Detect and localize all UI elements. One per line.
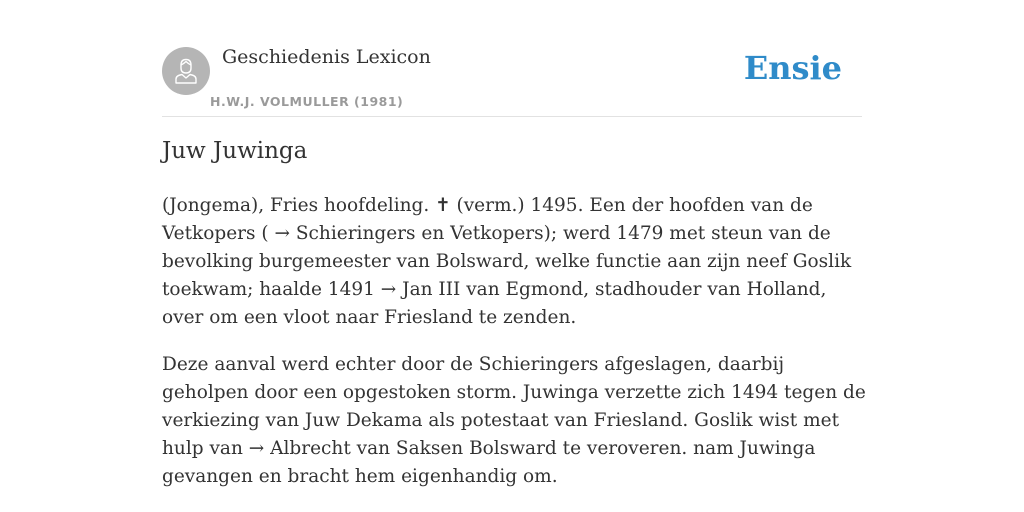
- paragraph-text: , stadhouder van Holland, over om een vloot naar Friesland te zenden.: [162, 279, 827, 328]
- article-title: Juw Juwinga: [162, 138, 308, 164]
- source-title-link[interactable]: Geschiedenis Lexicon: [222, 46, 431, 68]
- article-paragraph: [162, 192, 872, 332]
- link-schieringers-en-vetkopers[interactable]: → Schieringers en Vetkopers: [274, 223, 544, 244]
- source-avatar[interactable]: [162, 47, 210, 95]
- brand-logo[interactable]: Ensie: [743, 49, 842, 87]
- paragraph-text: Bolsward te veroveren. nam Juwinga gevangen en bracht hem eigenhandig om.: [162, 438, 816, 487]
- article-body: [162, 192, 872, 510]
- article-header: [162, 44, 862, 117]
- link-jan-iii-van-egmond[interactable]: → Jan III van Egmond: [380, 279, 584, 300]
- paragraph-text: ); werd 1479 met steun van de bevolking burgemeester van Bolsward, welke functie aan zijn neef Goslik toekwam; haalde 1491: [162, 223, 852, 300]
- user-icon: [171, 56, 201, 86]
- paragraph-text: Deze aanval werd echter door de Schieringers afgeslagen, daarbij geholpen door een opgestoken storm. Juwinga verzette zich 1494 tegen de verkiezing van Juw Dekama als potestaat van Friesland. Goslik wist met hulp van: [162, 354, 866, 459]
- source-author: H.W.J. VOLMULLER (1981): [210, 94, 404, 109]
- link-albrecht-van-saksen[interactable]: → Albrecht van Saksen: [248, 438, 464, 459]
- article-paragraph: [162, 351, 872, 491]
- paragraph-text: (Jongema), Fries hoofdeling. ✝ (verm.) 1495. Een der hoofden van de Vetkopers (: [162, 195, 813, 244]
